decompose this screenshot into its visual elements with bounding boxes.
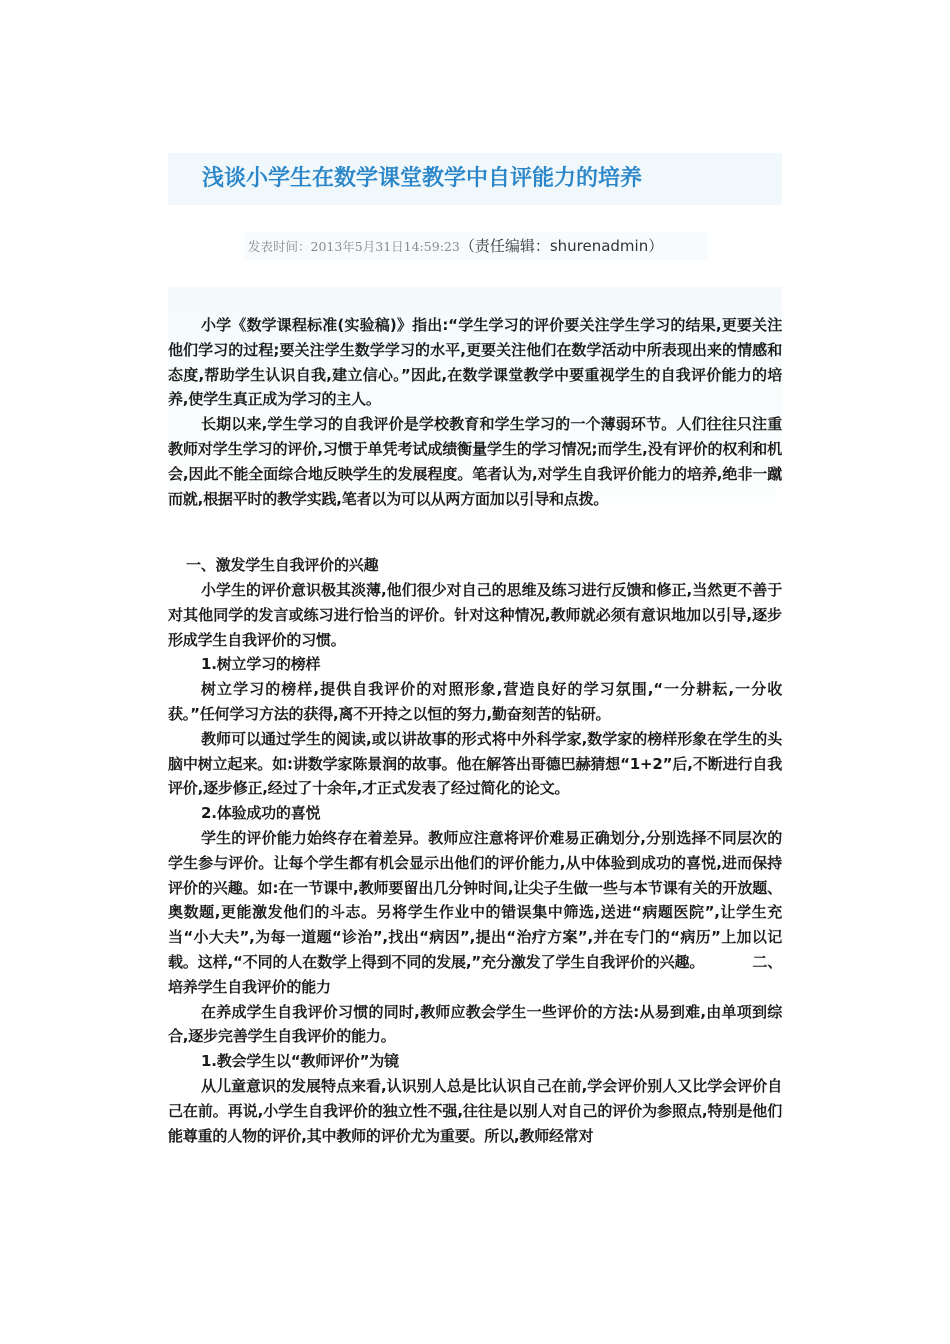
paragraph-role-model: 树立学习的榜样,提供自我评价的对照形象,营造良好的学习氛围,“一分耕耘,一分收获。”任何学习方法的获得,离不开持之以恒的努力,勤奋刻苦的钻研。: [168, 680, 782, 723]
spacer: [168, 536, 782, 553]
article-meta: [244, 232, 708, 260]
spacer: [168, 511, 782, 536]
paragraph-story: 教师可以通过学生的阅读,或以讲故事的形式将中外科学家,数学家的榜样形象在学生的头脑中树立起来。如:讲数学家陈景润的故事。他在解答出哥德巴赫猜想“1+2”后,不断进行自我评价,逐步修正,经过了十余年,才正式发表了经过简化的论文。: [168, 729, 782, 798]
article-body: [168, 313, 782, 1148]
paragraph-section-1: 小学生的评价意识极其淡薄,他们很少对自己的思维及练习进行反馈和修正,当然更不善于对其他同学的发言或练习进行恰当的评价。针对这种情况,教师就必须有意识地加以引导,逐步形成学生自我评价的习惯。: [168, 580, 782, 649]
paragraph-background: 长期以来,学生学习的自我评价是学校教育和学生学习的一个薄弱环节。人们往往只注重教师对学生学习的评价,习惯于单凭考试成绩衡量学生的学习情况;而学生,没有评价的权利和机会,因此不能全面综合地反映学生的发展程度。笔者认为,对学生自我评价能力的培养,绝非一蹴而就,根据平时的教学实践,笔者以为可以从两方面加以引导和点拨。: [168, 415, 782, 508]
paragraph-intro: 小学《数学课程标准(实验稿)》指出:“学生学习的评价要关注学生学习的结果,更要关注他们学习的过程;要关注学生数学学习的水平,更要关注他们在数学活动中所表现出来的情感和态度,帮助学生认识自我,建立信心。”因此,在数学课堂教学中要重视学生的自我评价能力的培养,使学生真正成为学习的主人。: [168, 316, 782, 409]
section-heading-2: 二、培养学生自我评价的能力: [168, 952, 782, 996]
responsible-editor: （责任编辑：shurenadmin）: [459, 237, 664, 255]
article-title: 浅谈小学生在数学课堂教学中自评能力的培养: [202, 166, 643, 191]
subheading-1-2: 2.体验成功的喜悦: [201, 804, 321, 823]
subheading-2-1: 1.教会学生以“教师评价”为镜: [201, 1052, 399, 1071]
paragraph-teacher-mirror: 从儿童意识的发展特点来看,认识别人总是比认识自己在前,学会评价别人又比学会评价自己在前。再说,小学生自我评价的独立性不强,往往是以别人对自己的评价为参照点,特别是他们能尊重的人物的评价,其中教师的评价尤为重要。所以,教师经常对: [168, 1076, 782, 1145]
publish-time: 发表时间：2013年5月31日14:59:23: [248, 239, 460, 254]
paragraph-section-2: 在养成学生自我评价习惯的同时,教师应教会学生一些评价的方法:从易到难,由单项到综合,逐步完善学生自我评价的能力。: [168, 1002, 782, 1046]
paragraph-success-text: 学生的评价能力始终存在着差异。教师应注意将评价难易正确划分,分别选择不同层次的学生参与评价。让每个学生都有机会显示出他们的评价能力,从中体验到成功的喜悦,进而保持评价的兴趣。如:在一节课中,教师要留出几分钟时间,让尖子生做一些与本节课有关的开放题、奥数题,更能激发他们的斗志。另将学生作业中的错误集中筛选,送进“病题医院”,让学生充当“小大夫”,为每一道题“诊治”,找出“病因”,提出“治疗方案”,并在专门的“病历”上加以记载。这样,“不同的人在数学上得到不同的发展,”充分激发了学生自我评价的兴趣。: [168, 828, 782, 971]
subheading-1-1: 1.树立学习的榜样: [201, 655, 321, 674]
section-heading-1: 一、激发学生自我评价的兴趣: [186, 556, 379, 575]
paragraph-success: [168, 826, 782, 1000]
